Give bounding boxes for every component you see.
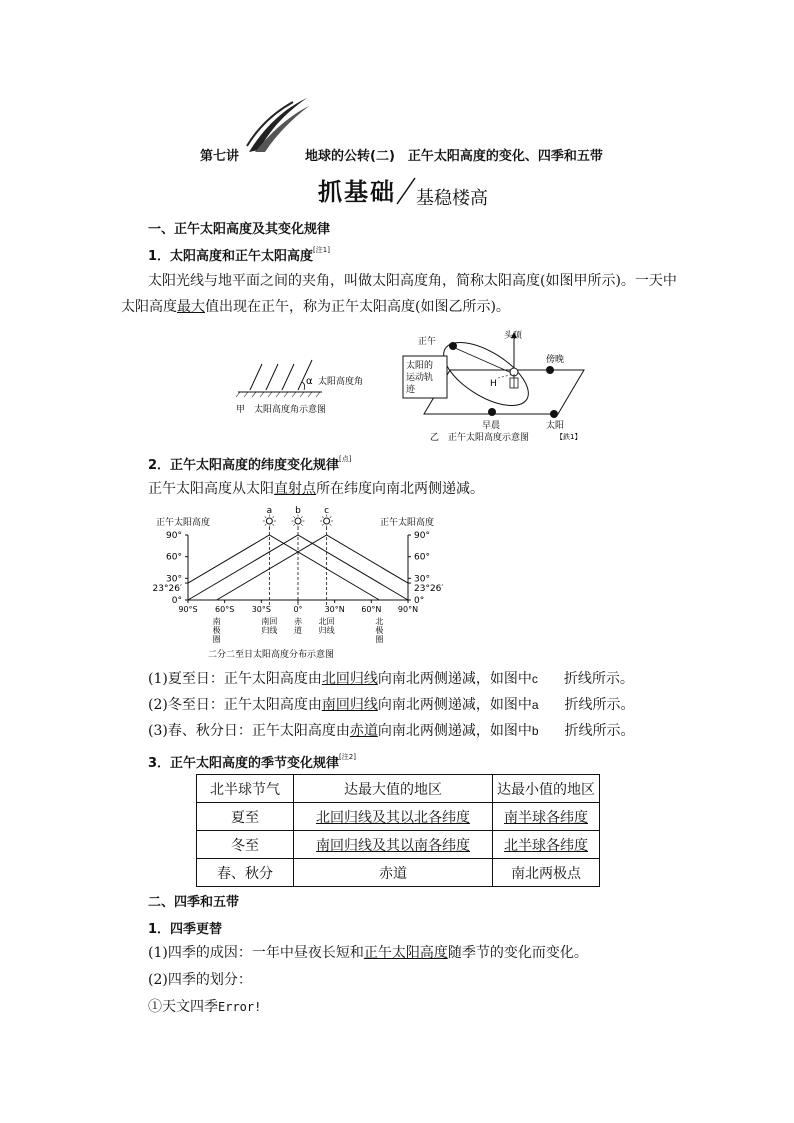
sun-ray: [322, 516, 323, 517]
s2-p3-text: ①天文四季: [148, 999, 218, 1015]
yi-path-2: 运动轨: [406, 373, 434, 383]
chart-sun-label: c: [324, 506, 330, 516]
chart-y-tick-label-right: 0°: [414, 596, 425, 606]
yi-path-1: 太阳的: [406, 361, 434, 371]
chart-x-tick-label: 90°N: [397, 605, 419, 614]
sun-ray: [330, 524, 331, 525]
rule-line: [148, 692, 635, 718]
item2-text-c: 所在纬度向南北两侧递减。: [316, 481, 484, 497]
sun-ray: [330, 516, 331, 517]
table-cell: 春、秋分: [197, 859, 294, 887]
rule-text-c: 折线所示。: [564, 723, 635, 739]
header-logo-swoosh: [245, 96, 310, 154]
chart-lat-name-line: 极: [375, 626, 384, 635]
chart-lat-name: [213, 616, 221, 644]
item2-text-a: 正午太阳高度从太阳: [148, 481, 274, 497]
yi-tag: 【鉄1】: [556, 433, 582, 441]
section2-title: 二、四季和五带: [148, 895, 240, 910]
section1-title: 一、正午太阳高度及其变化规律: [148, 222, 331, 237]
figure-yi: [398, 326, 598, 446]
chart-lat-name-line: 南: [212, 617, 221, 626]
sun-ray: [265, 516, 266, 517]
s2-text-c: 随季节的变化而变化。: [447, 945, 588, 961]
item3-note: [注2]: [339, 753, 356, 761]
rule-text-a: (1)夏至日：正午太阳高度由: [148, 671, 322, 687]
chart-series-line-c: [217, 535, 408, 600]
table-header-cell: 达最小值的地区: [493, 775, 600, 803]
rule-text-a: (3)春、秋分日：正午太阳高度由: [148, 723, 350, 739]
rule-letter: b: [531, 724, 539, 738]
rule-text-a: (2)冬至日：正午太阳高度由: [148, 697, 322, 713]
table-header-cell: 达最大值的地区: [294, 775, 493, 803]
chart-lat-name-line: 极: [212, 626, 221, 635]
rule-underlined: 赤道: [349, 723, 378, 739]
item2-note: [点]: [339, 455, 352, 463]
table-cell: 北半球各纬度: [493, 831, 600, 859]
table-cell: 赤道: [294, 859, 493, 887]
chart-lat-name-line: 赤: [294, 617, 302, 626]
p2-text-c: 值出现在正午，称为正午太阳高度(如图乙所示)。: [205, 299, 510, 315]
item2-underlined: 直射点: [274, 481, 316, 497]
sun-ray: [322, 524, 323, 525]
section2-para2: (2)四季的划分：: [148, 972, 252, 988]
s2-p3-error: Error!: [218, 1000, 262, 1014]
table-header-row: [197, 775, 600, 803]
section2-item1: 1．四季更替: [148, 922, 223, 937]
sun-ray: [273, 524, 274, 525]
yi-sun: 太阳: [546, 421, 565, 431]
item2-title-text: 2．正午太阳高度的纬度变化规律: [148, 458, 340, 473]
season-table: [196, 774, 600, 887]
chart-sun-label: a: [266, 506, 273, 516]
chart-y-tick-label: 23°26′: [152, 584, 182, 595]
chart-left-axis-title: 正午太阳高度: [156, 518, 211, 528]
chart-lat-name: [294, 616, 303, 635]
table-row: [197, 859, 600, 887]
section2-para1: [148, 940, 588, 966]
table-row: [197, 831, 600, 859]
chart-y-tick-label: 30°: [166, 574, 182, 585]
chart-lat-name-line: 南回: [261, 617, 278, 626]
chart-lat-name: [319, 616, 335, 635]
chart-x-tick-label: 30°N: [324, 605, 345, 614]
chart-lat-name-line: 北: [375, 617, 384, 626]
rule-text-b: 向南北两侧递减，如图中: [377, 697, 532, 713]
chart-lat-name: [261, 616, 277, 635]
chart-lat-name-line: 道: [294, 626, 302, 635]
p2-underlined: 最大: [177, 299, 205, 315]
rule-letter: c: [531, 672, 538, 686]
p2-text-a: 太阳高度: [121, 299, 177, 315]
chart-lat-name: [375, 616, 383, 644]
chart-y-tick-label: 60°: [166, 552, 182, 563]
table-cell: 冬至: [197, 831, 294, 859]
item1-para-line1: 太阳光线与地平面之间的夹角，叫做太阳高度角，简称太阳高度(如图甲所示)。一天中: [148, 273, 677, 289]
banner-main: 抓基础: [318, 178, 396, 206]
item3-title-text: 3．正午太阳高度的季节变化规律: [148, 756, 340, 771]
chart-caption: 二分二至日太阳高度分布示意图: [208, 650, 335, 660]
jia-caption: 甲 太阳高度角示意图: [236, 405, 327, 415]
s2-underlined: 正午太阳高度: [363, 945, 448, 961]
chart-y-tick-label-right: 60°: [414, 552, 430, 563]
chart-x-tick-label: 60°S: [215, 605, 235, 614]
chart-x-tick-label: 0°: [293, 605, 303, 614]
chart-x-tick-label: 60°N: [361, 605, 382, 614]
figure-jia: [232, 350, 372, 420]
rule-text-b: 向南北两侧递减，如图中: [377, 723, 532, 739]
table-header-cell: 北半球节气: [197, 775, 294, 803]
chart-sun-label: b: [295, 506, 301, 516]
sun-icon: [295, 518, 301, 524]
latitude-chart: [148, 505, 458, 660]
chart-series-line-a: [188, 535, 379, 600]
table-cell: 南半球各纬度: [493, 803, 600, 831]
sun-ray: [273, 516, 274, 517]
sun-ray: [301, 524, 302, 525]
item1-title-text: 1．太阳高度和正午太阳高度: [148, 249, 314, 264]
item1-title: [148, 245, 330, 264]
chart-lat-name-line: 圈: [212, 635, 221, 644]
sun-ray: [293, 516, 294, 517]
sun-ray: [293, 524, 294, 525]
table-cell: 南回归线及其以南各纬度: [294, 831, 493, 859]
section2-para3: [148, 994, 261, 1020]
chart-y-tick-label-right: 30°: [414, 574, 430, 585]
chart-lat-name-line: 圈: [375, 635, 384, 644]
yi-caption: 乙 正午太阳高度示意图: [430, 433, 530, 443]
yi-zenith: 头顶: [504, 331, 523, 341]
table-cell: 北回归线及其以北各纬度: [294, 803, 493, 831]
item2-para: [148, 476, 484, 502]
table-cell: 南北两极点: [493, 859, 600, 887]
rule-underlined: 北回归线: [321, 671, 378, 687]
chart-lat-name-line: 归线: [261, 626, 278, 635]
sun-icon: [324, 518, 330, 524]
rule-text-c: 折线所示。: [564, 697, 635, 713]
yi-dawn: 早晨: [482, 421, 501, 431]
jia-alpha: α: [306, 376, 313, 387]
rule-underlined: 南回归线: [321, 697, 378, 713]
chart-y-tick-label-right: 90°: [414, 531, 430, 541]
chart-right-axis-title: 正午太阳高度: [380, 518, 435, 528]
jia-angle-label: 太阳高度角: [318, 377, 364, 387]
banner-slash: [395, 176, 417, 206]
chart-y-tick-label: 90°: [166, 531, 182, 541]
item2-title: [148, 454, 352, 473]
yi-path-3: 迹: [406, 385, 416, 395]
lecture-label: 第七讲: [200, 149, 240, 164]
banner-sub: 基稳楼高: [416, 188, 488, 209]
table-cell: 夏至: [197, 803, 294, 831]
chart-lat-name-line: 归线: [318, 626, 335, 635]
rule-letter: a: [531, 698, 539, 712]
yi-noon: 正午: [418, 337, 437, 347]
s2-text-a: (1)四季的成因：一年中昼夜长短和: [148, 945, 364, 961]
rule-line: [148, 718, 635, 744]
rule-line: [148, 666, 634, 692]
lecture-title: 地球的公转(二) 正午太阳高度的变化、四季和五带: [305, 149, 603, 164]
item1-para-line2: [121, 294, 510, 320]
item1-note: [注1]: [313, 246, 330, 254]
chart-y-tick-label: 0°: [171, 596, 182, 606]
chart-lat-name-line: 北回: [318, 617, 335, 626]
sun-ray: [265, 524, 266, 525]
yi-h-label: H: [490, 379, 497, 389]
chart-x-tick-label: 30°S: [251, 605, 271, 614]
sun-ray: [301, 516, 302, 517]
item3-title: [148, 752, 356, 771]
chart-x-tick-label: 90°S: [178, 605, 198, 614]
chart-y-tick-label-right: 23°26′: [414, 584, 444, 595]
yi-dusk: 傍晚: [546, 355, 565, 365]
rule-text-c: 折线所示。: [563, 671, 634, 687]
table-row: [197, 803, 600, 831]
rule-text-b: 向南北两侧递减，如图中: [377, 671, 532, 687]
sun-icon: [266, 518, 272, 524]
